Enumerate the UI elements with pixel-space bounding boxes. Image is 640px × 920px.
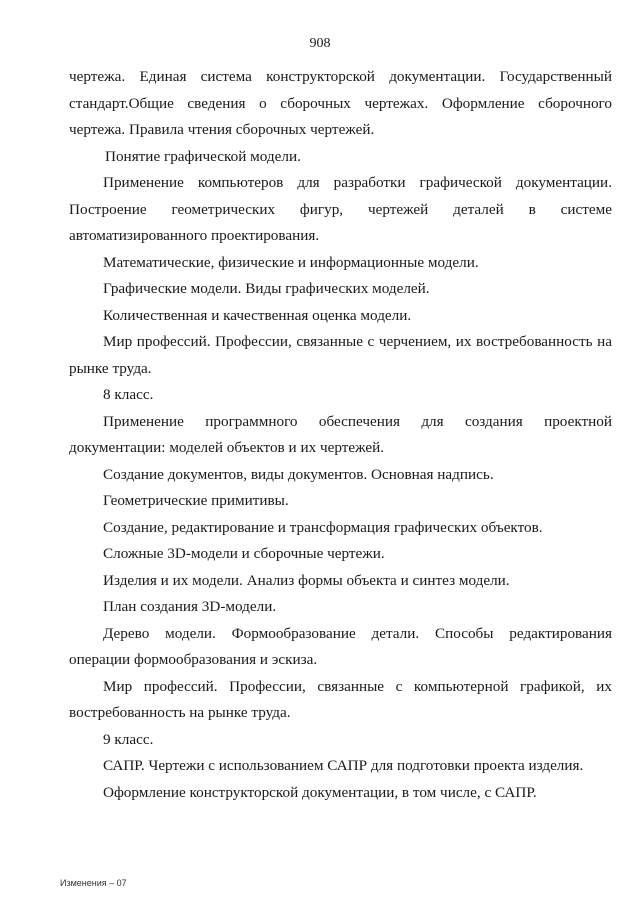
page-number: 908 [309,36,331,51]
paragraph: Изделия и их модели. Анализ формы объекта и синтез модели. [103,571,510,589]
page-body [69,64,612,806]
section-heading: 9 класс. [103,730,154,748]
paragraph: Понятие графической модели. [105,147,301,165]
paragraph: Создание, редактирование и трансформация графических объектов. [103,518,543,536]
paragraph: Создание документов, виды документов. Основная надпись. [103,465,494,483]
paragraph: Количественная и качественная оценка модели. [103,306,412,324]
paragraph: Дерево модели. Формообразование детали. Способы редактирования операции формообразования и эскиза. [69,624,612,668]
paragraph: Сложные 3D-модели и сборочные чертежи. [103,545,385,562]
section-heading: 8 класс. [103,386,154,403]
paragraph: Мир профессий. Профессии, связанные с компьютерной графикой, их востребованность на рынке труда. [69,677,612,721]
paragraph: Математические, физические и информационные модели. [103,253,479,271]
paragraph: Геометрические примитивы. [103,492,289,509]
paragraph: Графические модели. Виды графических моделей. [103,280,430,297]
paragraph: Применение компьютеров для разработки графической документации. Построение геометрических фигур, чертежей деталей в системе автоматизированного проектирования. [69,174,612,244]
paragraph: Применение программного обеспечения для создания проектной документации: моделей объектов и их чертежей. [69,412,612,456]
paragraph: Оформление конструкторской документации, в том числе, с САПР. [103,783,537,801]
revision-note: Изменения – 07 [60,878,127,888]
paragraph: План создания 3D-модели. [103,598,277,615]
paragraph: Мир профессий. Профессии, связанные с черчением, их востребованность на рынке труда. [69,333,612,377]
paragraph: чертежа. Единая система конструкторской документации. Государственный стандарт.Общие сведения о сборочных чертежах. Оформление сборочного чертежа. Правила чтения сборочных чертежей. [69,68,612,138]
paragraph: САПР. Чертежи с использованием САПР для подготовки проекта изделия. [103,757,584,774]
